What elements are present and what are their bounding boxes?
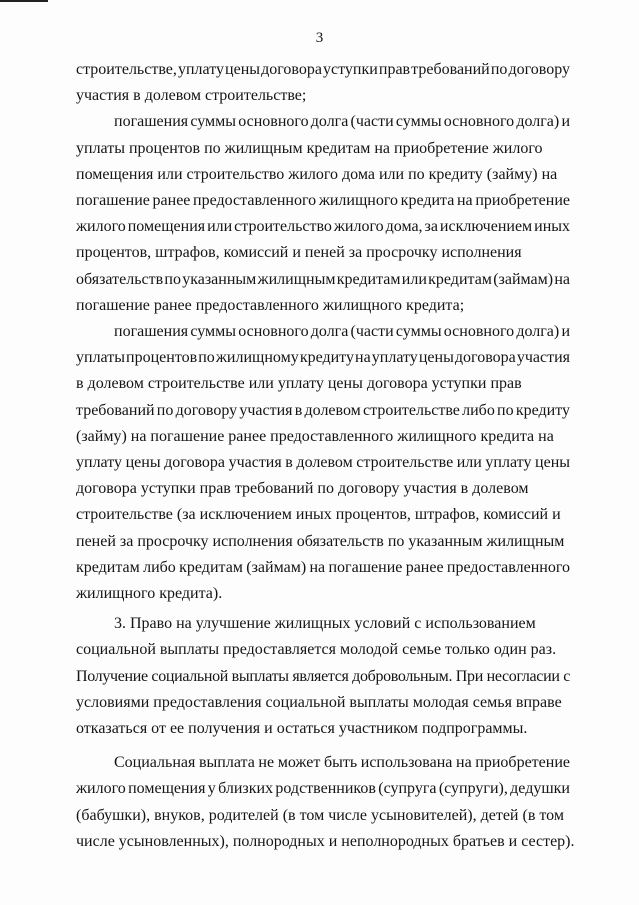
text-line: жилого помещения у близких родственников (супруга (супруги), дедушки (76, 780, 570, 798)
paragraph-4 (76, 611, 570, 742)
text-line: уплату цены договора участия в долевом строительстве или уплату цены (76, 454, 571, 472)
text-line: требований по договору участия в долевом строительстве либо по кредиту (76, 401, 570, 419)
text-line: в долевом строительстве или уплату цены договора уступки прав (76, 375, 522, 393)
text-line: условиями предоставления социальной выплаты молодая семья вправе (76, 693, 562, 711)
text-line: жилищного кредита). (76, 585, 223, 603)
text-line: 3. Право на улучшение жилищных условий с использованием (114, 615, 536, 633)
text-line: (бабушки), внуков, родителей (в том числе усыновителей), детей (в том (76, 806, 564, 824)
text-line: Социальная выплата не может быть использована на приобретение (114, 754, 570, 772)
text-line: погашение ранее предоставленного жилищного кредита на приобретение (76, 192, 570, 210)
text-line: Получение социальной выплаты является добровольным. При несогласии с (76, 667, 570, 685)
text-line: социальной выплаты предоставляется молодой семье только один раз. (76, 641, 557, 659)
page-number: 3 (315, 30, 324, 46)
paragraph-1 (76, 57, 570, 109)
text-line: обязательств по указанным жилищным кредитам или кредитам (займам) на (76, 270, 570, 288)
text-line: отказаться от ее получения и остаться участником подпрограммы. (76, 720, 528, 738)
text-line: строительстве, уплату цены договора уступки прав требований по договору (76, 61, 570, 78)
text-line: помещения или строительство жилого дома или по кредиту (займу) на (76, 165, 558, 183)
text-line: погашения суммы основного долга (части суммы основного долга) и (114, 323, 570, 341)
text-line: договора уступки прав требований по договору участия в долевом (76, 480, 529, 498)
paragraph-5 (76, 750, 575, 855)
text-line: участия в долевом строительстве; (76, 87, 307, 105)
text-line: уплаты процентов по жилищному кредиту на уплату цены договора участия (76, 349, 570, 367)
text-line: числе усыновленных), полнородных и неполнородных братьев и сестер). (76, 832, 575, 850)
scan-corner-mark (0, 0, 48, 2)
text-line: (займу) на погашение ранее предоставленного жилищного кредита на (76, 427, 554, 445)
text-line: кредитам либо кредитам (займам) на погашение ранее предоставленного (76, 558, 571, 576)
text-line: погашения суммы основного долга (части суммы основного долга) и (114, 113, 570, 131)
paragraph-2 (76, 109, 570, 319)
text-line: процентов, штрафов, комиссий и пеней за просрочку исполнения (76, 244, 522, 262)
paragraph-3 (76, 319, 570, 607)
text-line: строительстве (за исключением иных процентов, штрафов, комиссий и (76, 506, 561, 524)
text-line: погашение ранее предоставленного жилищного кредита; (76, 296, 465, 314)
text-line: уплаты процентов по жилищным кредитам на приобретение жилого (76, 139, 543, 157)
text-line: пеней за просрочку исполнения обязательств по указанным жилищным (76, 532, 565, 550)
document-body (76, 57, 575, 855)
text-line: жилого помещения или строительство жилого дома, за исключением иных (76, 218, 570, 236)
